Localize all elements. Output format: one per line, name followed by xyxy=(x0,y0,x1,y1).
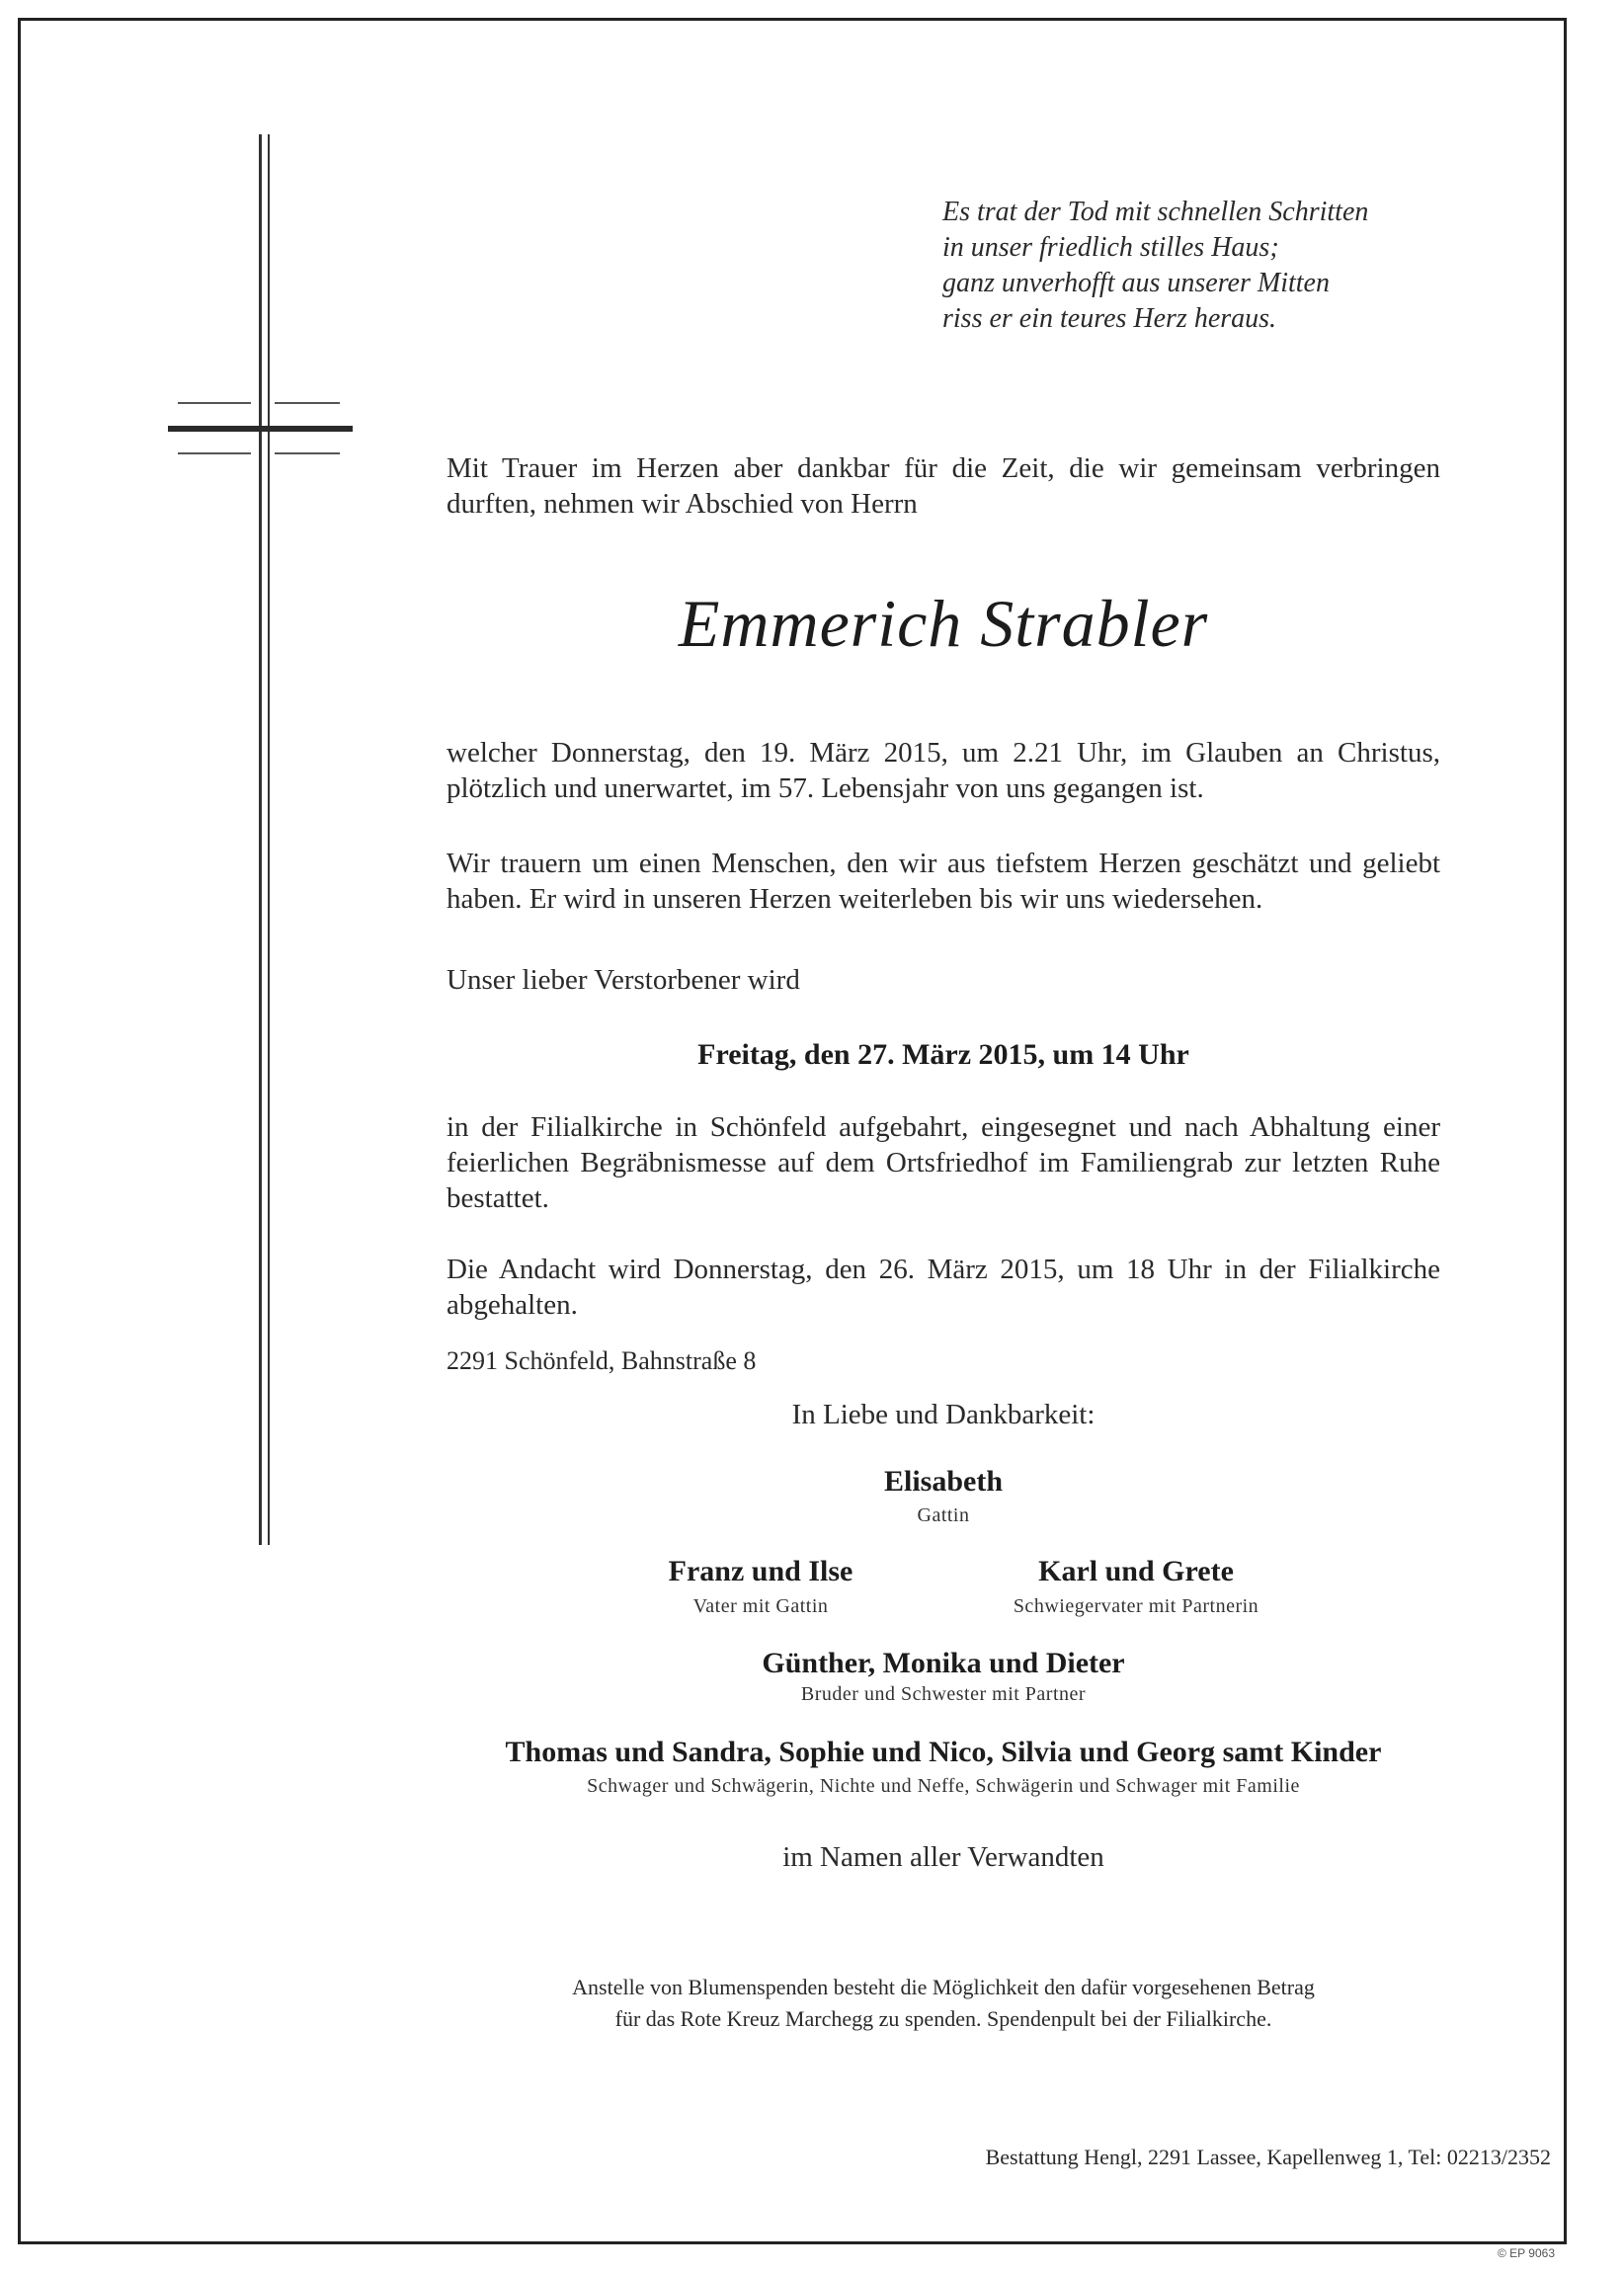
others-name: Thomas und Sandra, Sophie und Nico, Silvia und Georg samt Kinder xyxy=(505,1736,1382,1768)
cross-thin-lower-left xyxy=(178,452,251,454)
cross-left-line xyxy=(259,134,262,1545)
poem-line: in unser friedlich stilles Haus; xyxy=(942,232,1279,263)
funeral-date: Freitag, den 27. März 2015, um 14 Uhr xyxy=(697,1038,1189,1071)
andacht-text: Die Andacht wird Donnerstag, den 26. März 2015, um 18 Uhr in der Filialkirche abgehalten. xyxy=(447,1254,1440,1321)
funeral-details: in der Filialkirche in Schönfeld aufgebahrt, eingesegnet und nach Abhaltung einer feierlichen Begräbnismesse auf dem Ortsfriedhof im Familiengrab zur letzten Ruhe bestattet. xyxy=(447,1111,1440,1214)
spouse-name: Elisabeth xyxy=(883,1465,1004,1498)
donation-line: Anstelle von Blumenspenden besteht die Möglichkeit den dafür vorgesehenen Betrag xyxy=(572,1975,1315,1999)
mourning-text: Wir trauern um einen Menschen, den wir aus tiefstem Herzen geschätzt und geliebt haben. Er wird in unseren Herzen weiterleben bis wir uns wiedersehen. xyxy=(447,848,1440,915)
cross-thin-upper-left xyxy=(178,402,251,404)
poem-line: ganz unverhofft aus unserer Mitten xyxy=(942,268,1330,298)
undertaker-info: Bestattung Hengl, 2291 Lassee, Kapellenweg 1, Tel: 02213/2352 xyxy=(985,2145,1551,2169)
print-code: © EP 9063 xyxy=(1498,2246,1555,2260)
poem-line: riss er ein teures Herz heraus. xyxy=(942,303,1277,334)
parents-name: Franz und Ilse xyxy=(668,1555,853,1587)
donation-note xyxy=(447,1972,1440,2035)
siblings-relation: Bruder und Schwester mit Partner xyxy=(800,1683,1087,1705)
poem-line: Es trat der Tod mit schnellen Schritten xyxy=(942,197,1369,227)
closing-text: In Liebe und Dankbarkeit: xyxy=(791,1399,1096,1430)
others-relation: Schwager und Schwägerin, Nichte und Neffe, Schwägerin und Schwager mit Familie xyxy=(587,1775,1300,1797)
intro-text: Mit Trauer im Herzen aber dankbar für die Zeit, die wir gemeinsam verbringen durften, nehmen wir Abschied von Herrn xyxy=(447,452,1440,520)
poem xyxy=(942,195,1368,337)
cross-bar xyxy=(168,426,353,432)
donation-line: für das Rote Kreuz Marchegg zu spenden. Spendenpult bei der Filialkirche. xyxy=(614,2006,1272,2031)
death-info: welcher Donnerstag, den 19. März 2015, um 2.21 Uhr, im Glauben an Christus, plötzlich und unerwartet, im 57. Lebensjahr von uns gegangen ist. xyxy=(447,737,1440,804)
relatives-text: im Namen aller Verwandten xyxy=(782,1841,1104,1873)
announce-text: Unser lieber Verstorbener wird xyxy=(447,964,800,996)
cross-thin-lower-right xyxy=(275,452,340,454)
cross-right-line xyxy=(268,134,270,1545)
spouse-relation: Gattin xyxy=(917,1504,970,1526)
siblings-name: Günther, Monika und Dieter xyxy=(762,1647,1125,1679)
parents-relation: Vater mit Gattin xyxy=(692,1595,829,1617)
cross-thin-upper-right xyxy=(275,402,340,404)
in-laws-name: Karl und Grete xyxy=(1038,1555,1234,1587)
address: 2291 Schönfeld, Bahnstraße 8 xyxy=(447,1346,757,1375)
deceased-name: Emmerich Strabler xyxy=(678,586,1209,661)
in-laws-relation: Schwiegervater mit Partnerin xyxy=(1013,1595,1259,1617)
